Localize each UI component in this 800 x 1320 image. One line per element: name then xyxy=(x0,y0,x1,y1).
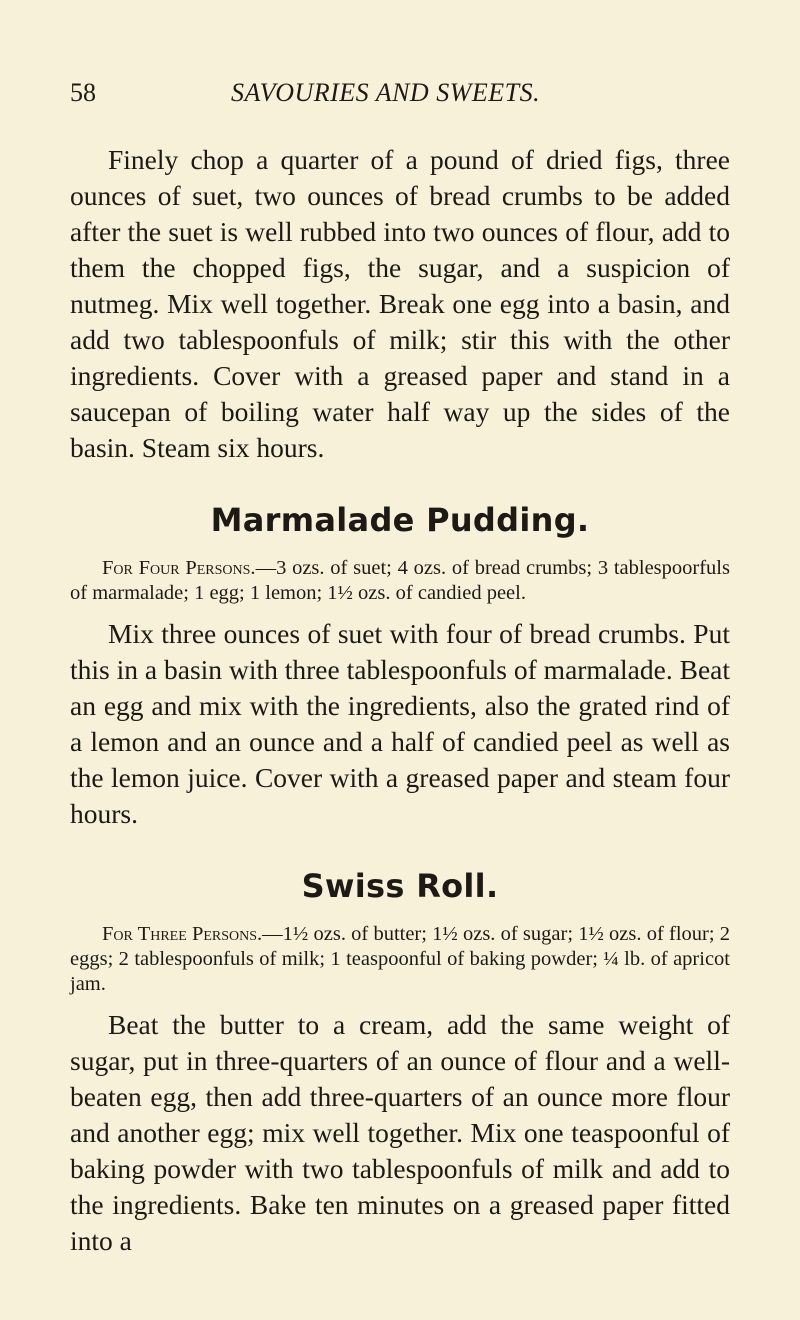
recipe-title-swiss-roll: Swiss Roll. xyxy=(301,867,499,905)
fig-pudding-method: Finely chop a quarter of a pound of dried figs, three ounces of suet, two ounces of bread crumbs to be added after the suet is well rubbed into two ounces of flour, add to them the chopped figs, the sugar, and a suspicion of nutmeg. Mix well together. Break one egg into a basin, and add two tablespoonfuls of milk; stir this with the other ingredients. Cover with a greased paper and stand in a saucepan of boiling water half way up the sides of the basin. Steam six hours. xyxy=(70,144,730,463)
page-number: 58 xyxy=(70,78,96,107)
running-head xyxy=(70,78,730,122)
ingredient-list: —3 ozs. of suet; 4 ozs. of bread crumbs; 3 tablespoorfuls of marmalade; 1 egg; 1 lemon; 1½ ozs. of candied peel. xyxy=(70,557,730,604)
running-title: SAVOURIES AND SWEETS. xyxy=(231,78,541,107)
book-page xyxy=(70,78,730,1259)
method-marmalade-pudding: Mix three ounces of suet with four of bread crumbs. Put this in a basin with three tablespoonfuls of marmalade. Beat an egg and mix with the ingredients, also the grated rind of a lemon and an ounce and a half of candied peel as well as the lemon juice. Cover with a greased paper and steam four hours. xyxy=(70,618,730,829)
ingredients-marmalade-pudding xyxy=(70,556,730,606)
method-swiss-roll: Beat the butter to a cream, add the same weight of sugar, put in three-quarters of an ounce of flour and a well-beaten egg, then add three-quarters of an ounce more flour and another egg; mix well together. Mix one teaspoonful of baking powder with two tablespoonfuls of milk and add to the ingredients. Bake ten minutes on a greased paper fitted into a xyxy=(70,1009,730,1256)
recipe-title-marmalade-pudding: Marmalade Pudding. xyxy=(210,501,590,539)
ingredients-swiss-roll xyxy=(70,922,730,997)
serves-label: For Four Persons. xyxy=(102,557,256,579)
serves-label: For Three Persons. xyxy=(102,923,263,945)
ingredient-list: —1½ ozs. of butter; 1½ ozs. of sugar; 1½ ozs. of flour; 2 eggs; 2 tablespoonfuls of milk; 1 teaspoonful of baking powder; ¼ lb. of apricot jam. xyxy=(70,923,730,995)
